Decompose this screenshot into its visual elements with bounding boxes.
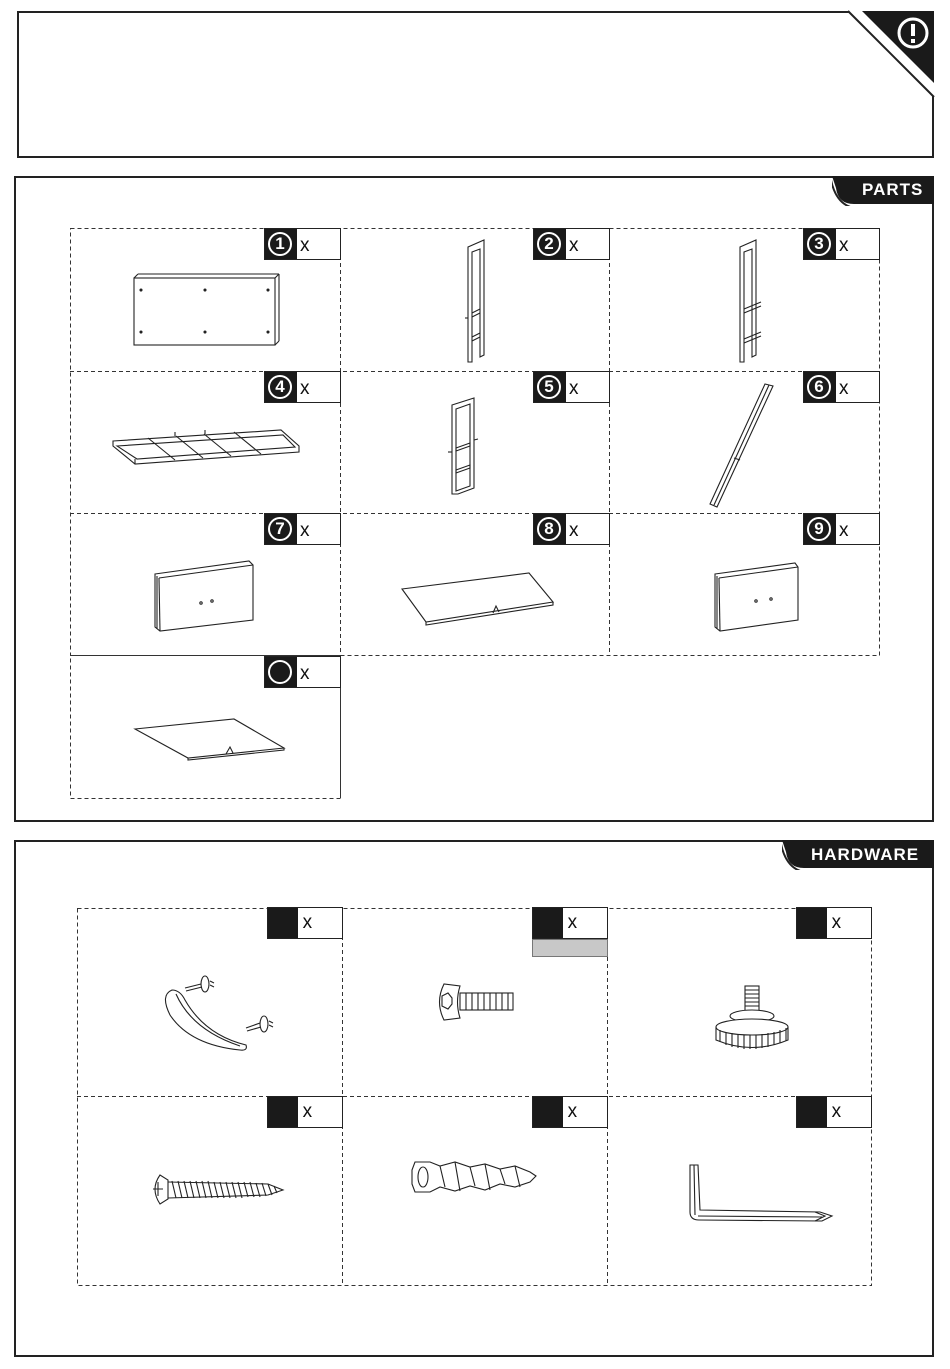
parts-title: PARTS <box>862 180 924 199</box>
part-number-5: 5 <box>537 375 561 399</box>
leveling-foot-drawing <box>716 986 788 1049</box>
bolt-drawing <box>440 984 514 1020</box>
quantity-label: x <box>300 235 310 256</box>
quantity-label: x <box>567 1101 578 1122</box>
quantity-label: x <box>839 235 849 256</box>
quantity-label: x <box>302 1101 313 1122</box>
part-number-1: 1 <box>268 232 292 256</box>
part-number-7: 7 <box>268 517 292 541</box>
hardware-title: HARDWARE <box>811 845 920 864</box>
quantity-label: x <box>831 1101 842 1122</box>
part-number-9: 9 <box>807 517 831 541</box>
part-number-3: 3 <box>807 232 831 256</box>
quantity-label: x <box>567 912 578 933</box>
quantity-label: x <box>300 663 310 684</box>
wall-anchor-drawing <box>412 1162 536 1192</box>
part-number-8: 8 <box>537 517 561 541</box>
part-number-4: 4 <box>268 375 292 399</box>
quantity-label: x <box>839 378 849 399</box>
part-number-2: 2 <box>537 232 561 256</box>
quantity-label: x <box>302 912 313 933</box>
handle-drawing <box>165 976 273 1050</box>
quantity-label: x <box>569 378 579 399</box>
wood-screw-drawing <box>153 1175 283 1204</box>
quantity-label: x <box>300 520 310 541</box>
part-number-6: 6 <box>807 375 831 399</box>
quantity-label: x <box>300 378 310 399</box>
quantity-label: x <box>831 912 842 933</box>
quantity-label: x <box>839 520 849 541</box>
quantity-label: x <box>569 520 579 541</box>
quantity-label: x <box>569 235 579 256</box>
allen-key-drawing <box>690 1165 832 1221</box>
